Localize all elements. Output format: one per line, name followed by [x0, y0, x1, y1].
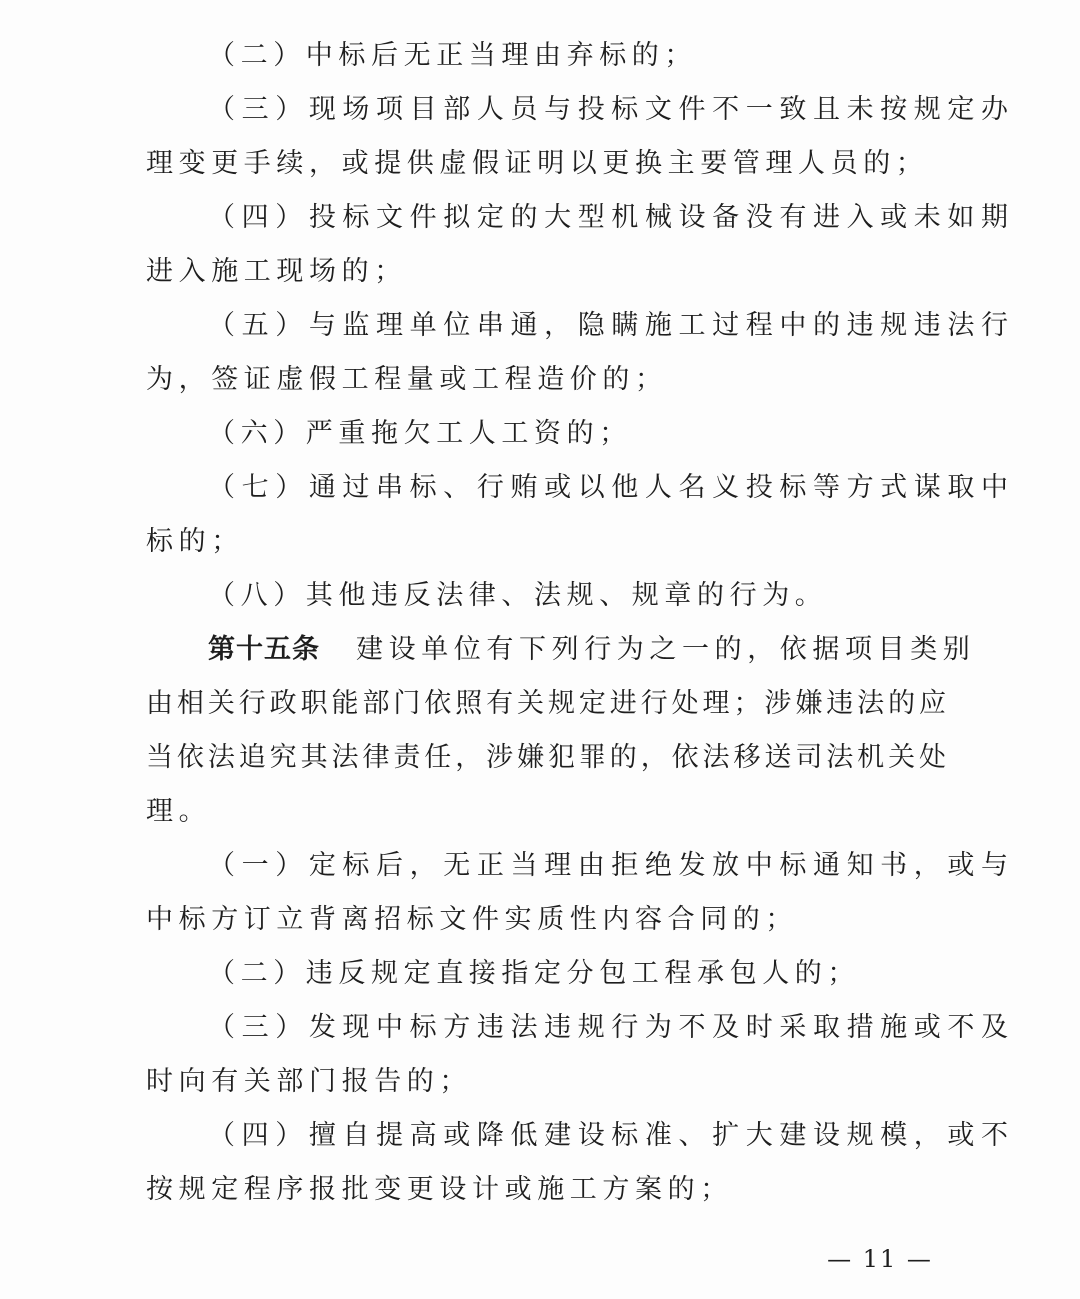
- paragraph-line: 为，签证虚假工程量或工程造价的；: [146, 364, 668, 395]
- paragraph-line: 进入施工现场的；: [146, 256, 407, 287]
- paragraph-line: （七）通过串标、行贿或以他人名义投标等方式谋取中: [208, 472, 1008, 503]
- page-number: — 11 —: [827, 1245, 933, 1273]
- paragraph-line: 按规定程序报批变更设计或施工方案的；: [146, 1174, 733, 1205]
- paragraph-line: 时向有关部门报告的；: [146, 1066, 472, 1097]
- article-heading-line: 第十五条 建设单位有下列行为之一的，依据项目类别: [208, 634, 976, 665]
- paragraph-line: 中标方订立背离招标文件实质性内容合同的；: [146, 904, 798, 935]
- paragraph-line: （四）擅自提高或降低建设标准、扩大建设规模，或不: [208, 1120, 1008, 1151]
- paragraph-line: 标的；: [146, 526, 244, 557]
- article-label: 第十五条: [208, 634, 320, 665]
- paragraph-line: （四）投标文件拟定的大型机械设备没有进入或未如期: [208, 202, 1008, 233]
- paragraph-line: （三）发现中标方违法违规行为不及时采取措施或不及: [208, 1012, 1008, 1043]
- paragraph-line: 理变更手续，或提供虚假证明以更换主要管理人员的；: [146, 148, 929, 179]
- paragraph-line: （三）现场项目部人员与投标文件不一致且未按规定办: [208, 94, 1008, 125]
- paragraph-line: （八）其他违反法律、法规、规章的行为。: [208, 580, 828, 611]
- paragraph-line: 当依法追究其法律责任，涉嫌犯罪的，依法移送司法机关处: [146, 742, 946, 773]
- paragraph-line: （二）违反规定直接指定分包工程承包人的；: [208, 958, 860, 989]
- paragraph-line: 理。: [146, 796, 212, 827]
- paragraph-line: （五）与监理单位串通，隐瞒施工过程中的违规违法行: [208, 310, 1008, 341]
- paragraph-line: （一）定标后，无正当理由拒绝发放中标通知书，或与: [208, 850, 1008, 881]
- paragraph-line: 由相关行政职能部门依照有关规定进行处理；涉嫌违法的应: [146, 688, 946, 719]
- paragraph-line: （六）严重拖欠工人工资的；: [208, 418, 632, 449]
- paragraph-line: （二）中标后无正当理由弃标的；: [208, 40, 697, 71]
